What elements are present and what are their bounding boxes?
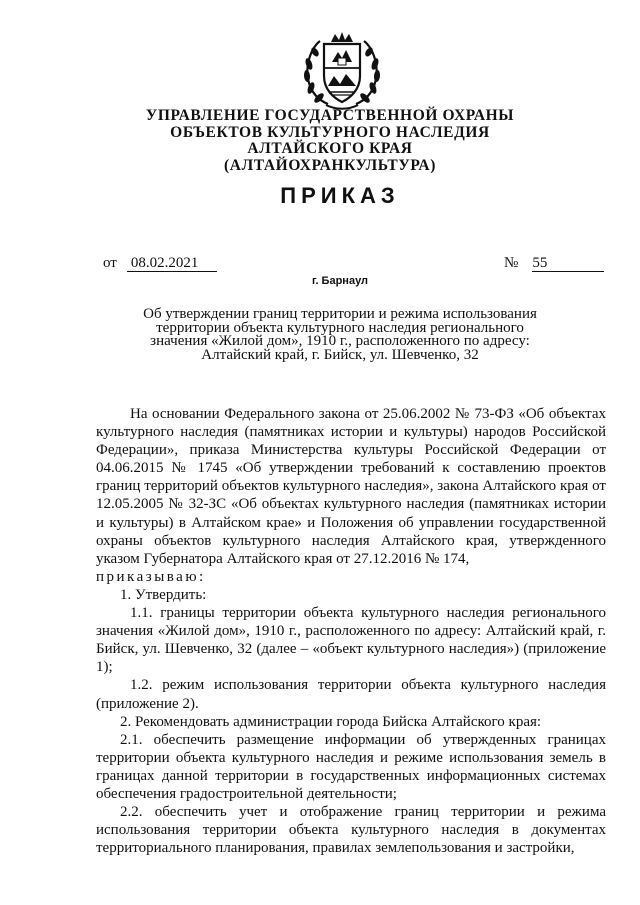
preamble-paragraph: На основании Федерального закона от 25.06.2002 № 73-ФЗ «Об объектах культурного наследия (памятниках истории и культуры) народов Российской Федерации», приказа Министерства культуры Российской Федерации от 04.06.2015 № 1745 «Об утверждении требований к составлению проектов границ территорий объектов культурного наследия», закона Алтайского края от 12.05.2005 № 32-ЗС «Об объектах культурного наследия (памятниках истории и культуры) в Алтайском крае» и Положения об управлении государственной охраны объектов культурного наследия Алтайского края, утвержденного указом Губернатора Алтайского края от 27.12.2016 № 174,: [96, 406, 606, 567]
document-type-title: ПРИКАЗ: [280, 183, 400, 208]
coat-of-arms-icon: [298, 28, 386, 110]
number-value: 55: [532, 256, 604, 272]
item-2: 2. Рекомендовать администрации города Бийска Алтайского края:: [120, 713, 542, 730]
order-body: [96, 405, 606, 857]
city-name: г. Барнаул: [311, 275, 369, 287]
org-line: ОБЪЕКТОВ КУЛЬТУРНОГО НАСЛЕДИЯ: [170, 123, 490, 141]
item-1-1: 1.1. границы территории объекта культурного наследия регионального значения «Жилой дом», 1910 г., расположенного по адресу: Алтайский край, г. Бийск, ул. Шевченко, 32 (далее – «объект культурного наследия») (приложение 1);: [96, 605, 606, 676]
item-2-2: 2.2. обеспечить учет и отображение границ территории и режима использования территории объекта культурного наследия в документах территориального планирования, правилах землепользования и застройки,: [96, 804, 606, 857]
order-subject: [130, 308, 550, 362]
subject-line: Алтайский край, г. Бийск, ул. Шевченко, 32: [201, 346, 479, 363]
org-line: АЛТАЙСКОГО КРАЯ: [247, 140, 413, 157]
subject-line: Об утверждении границ территории и режима использования: [143, 306, 537, 322]
order-date: [103, 255, 217, 272]
number-label: №: [504, 255, 519, 271]
item-1: 1. Утвердить:: [120, 586, 207, 603]
organization-name: [120, 108, 540, 174]
item-1-2: 1.2. режим использования территории объекта культурного наследия (приложение 2).: [96, 677, 606, 712]
date-label: от: [103, 255, 117, 271]
order-word: приказываю:: [96, 568, 206, 585]
date-value: 08.02.2021: [127, 256, 217, 272]
org-line: УПРАВЛЕНИЕ ГОСУДАРСТВЕННОЙ ОХРАНЫ: [145, 107, 515, 124]
subject-line: значения «Жилой дом», 1910 г., расположенного по адресу:: [150, 333, 530, 349]
org-line: (АЛТАЙОХРАНКУЛЬТУРА): [224, 156, 436, 174]
subject-line: территории объекта культурного наследия регионального: [156, 319, 524, 336]
order-number: [504, 255, 604, 272]
item-2-1: 2.1. обеспечить размещение информации об утвержденных границах территории объекта культурного наследия и режиме использования земель в границах данной территории в государственных информационных системах обеспечения градостроительной деятельности;: [96, 731, 606, 802]
